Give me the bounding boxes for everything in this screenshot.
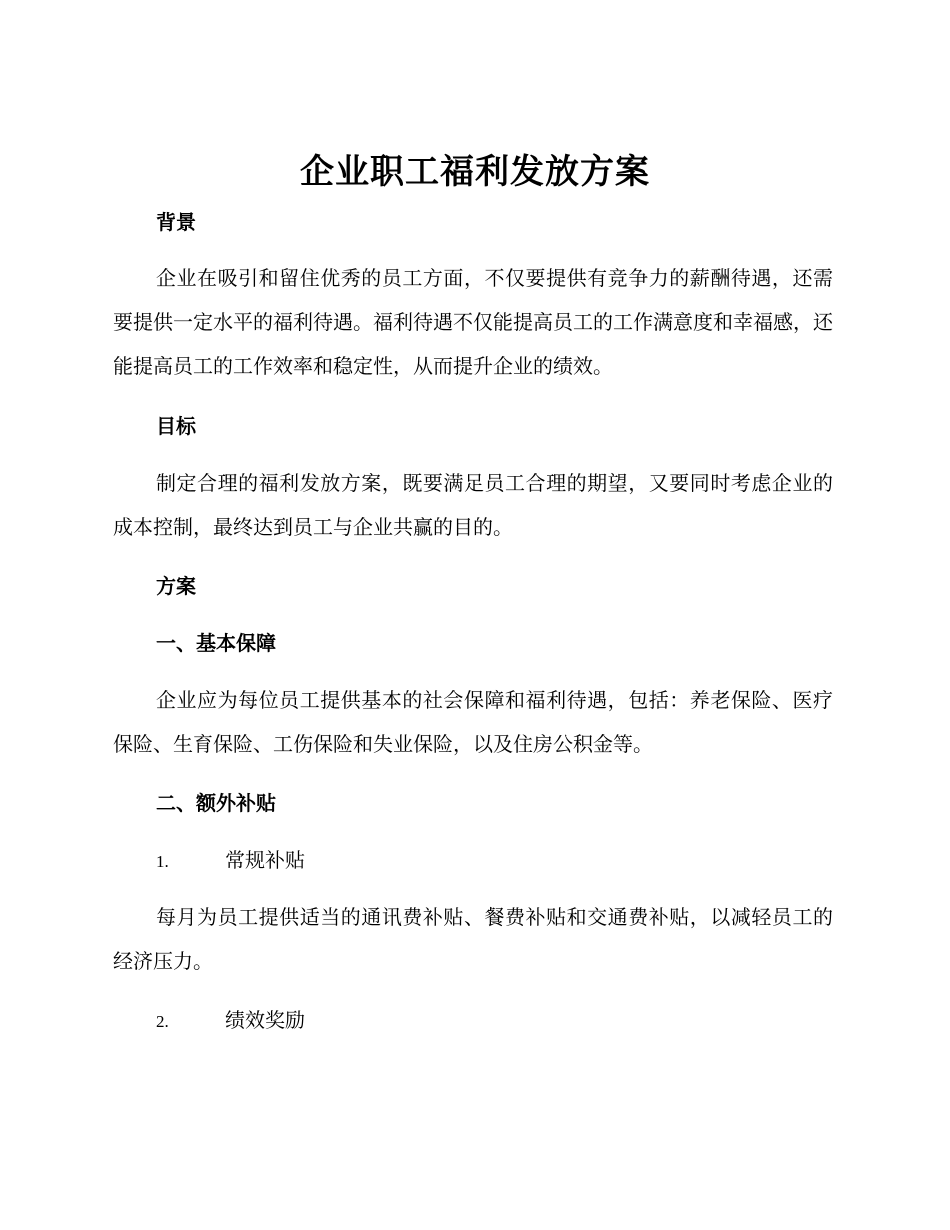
goal-paragraph: 制定合理的福利发放方案，既要满足员工合理的期望，又要同时考虑企业的成本控制，最终达到员工与企业共赢的目的。	[113, 471, 833, 539]
background-paragraph: 企业在吸引和留住优秀的员工方面，不仅要提供有竞争力的薪酬待遇，还需要提供一定水平的福利待遇。福利待遇不仅能提高员工的工作满意度和幸福感，还能提高员工的工作效率和稳定性，从而提升企业的绩效。	[113, 266, 833, 378]
document-title: 企业职工福利发放方案	[300, 152, 650, 192]
list-item	[156, 1005, 305, 1037]
section-heading-plan: 方案	[156, 574, 196, 598]
list-number: 2.	[156, 1012, 169, 1031]
basic-security-paragraph: 企业应为每位员工提供基本的社会保障和福利待遇，包括：养老保险、医疗保险、生育保险、工伤保险和失业保险，以及住房公积金等。	[113, 688, 833, 756]
list-item	[156, 845, 305, 877]
list-number: 1.	[156, 852, 169, 871]
subsection-heading-extra: 二、额外补贴	[156, 791, 276, 815]
list-label: 绩效奖励	[225, 1008, 305, 1032]
section-heading-background: 背景	[156, 210, 196, 234]
section-heading-goal: 目标	[156, 414, 196, 438]
subsection-heading-basic: 一、基本保障	[156, 631, 276, 655]
list-label: 常规补贴	[225, 848, 305, 872]
regular-subsidy-paragraph: 每月为员工提供适当的通讯费补贴、餐费补贴和交通费补贴，以减轻员工的经济压力。	[113, 905, 833, 973]
